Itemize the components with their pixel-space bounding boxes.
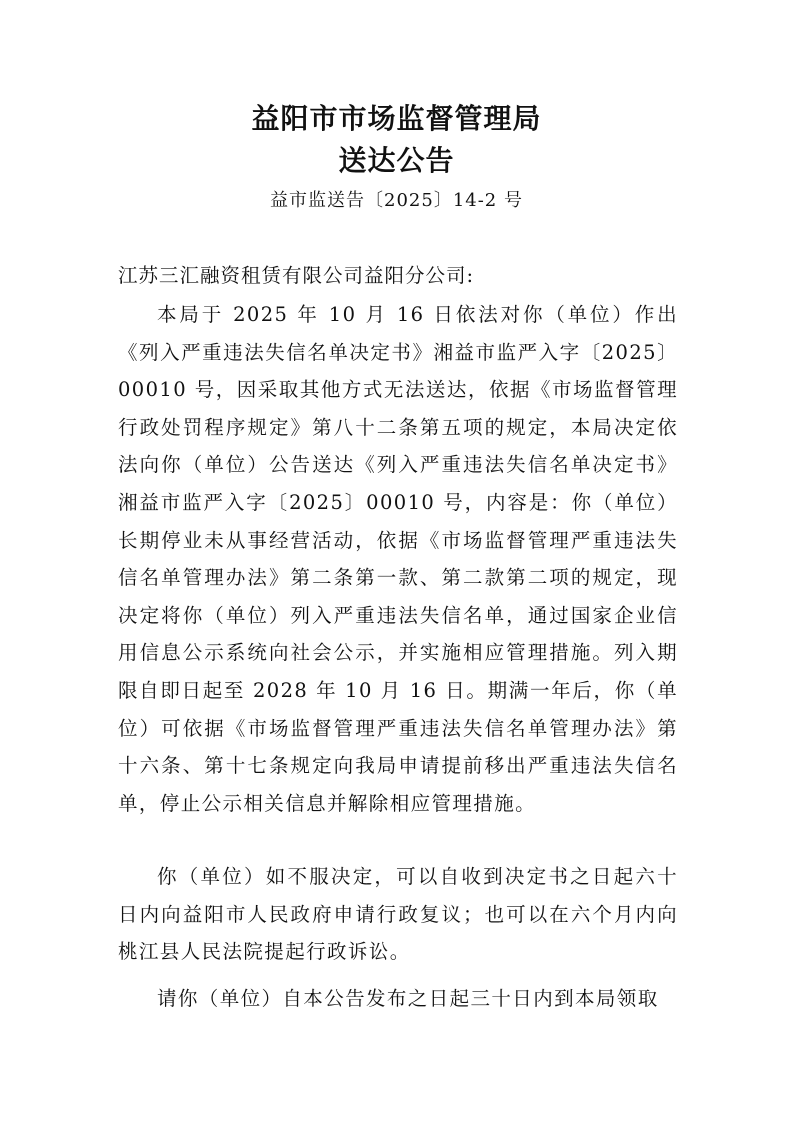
body-paragraph-collection: 请你（单位）自本公告发布之日起三十日内到本局领取	[157, 987, 659, 1010]
body-paragraph-decision: 本局于 2025 年 10 月 16 日依法对你（单位）作出《列入严重违法失信名单决定书》湘益市监严入字〔2025〕00010 号，因采取其他方式无法送达，依据《市场监督管理行政处罚程序规定》第八十二条第五项的规定，本局决定依法向你（单位）公告送达《列入严重违法失信名单决定书》湘益市监严入字〔2025〕00010 号，内容是：你（单位）长期停业未从事经营活动，依据《市场监督管理严重违法失信名单管理办法》第二条第一款、第二款第二项的规定，现决定将你（单位）列入严重违法失信名单，通过国家企业信用信息公示系统向社会公示，并实施相应管理措施。列入期限自即日起至 2028 年 10 月 16 日。期满一年后，你（单位）可依据《市场监督管理严重违法失信名单管理办法》第十六条、第十七条规定向我局申请提前移出严重违法失信名单，停止公示相关信息并解除相应管理措施。	[118, 303, 678, 815]
document-number: 益市监送告〔2025〕14-2 号	[270, 190, 523, 211]
body-paragraph-appeal: 你（单位）如不服决定，可以自收到决定书之日起六十日内向益阳市人民政府申请行政复议；也可以在六个月内向桃江县人民法院提起行政诉讼。	[118, 865, 678, 964]
document-title: 益阳市市场监督管理局	[251, 102, 542, 135]
document-subtitle: 送达公告	[338, 144, 455, 177]
addressee: 江苏三汇融资租赁有限公司益阳分公司:	[118, 264, 475, 287]
